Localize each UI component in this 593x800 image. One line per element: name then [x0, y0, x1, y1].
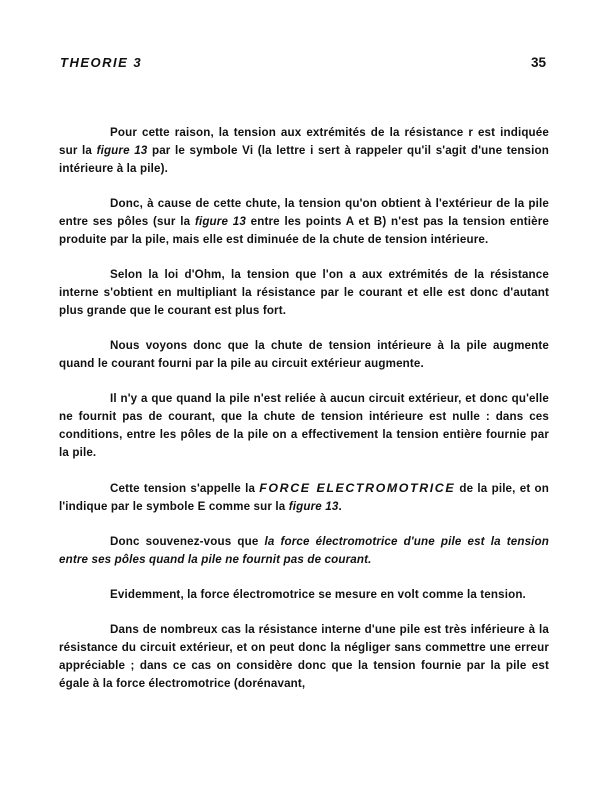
- figure-reference: figure 13: [288, 500, 339, 513]
- paragraph-6-text-a: Cette tension s'appelle la: [110, 482, 260, 495]
- paragraph-3: [59, 266, 549, 320]
- paragraph-9-text: Dans de nombreux cas la résistance interne d'une pile est très inférieure à la résistance du circuit extérieur, et on peut donc la négliger sans commettre une erreur appréciable ; dans ce cas on considère donc que la tension fournie par la pile est égale à la force électromotrice (dorénavant,: [59, 623, 549, 690]
- paragraph-3-text: Selon la loi d'Ohm, la tension que l'on a aux extrémités de la résistance interne s'obtient en multipliant la résistance par le courant et elle est donc d'autant plus grande que le courant est plus fort.: [59, 268, 549, 317]
- paragraph-6-text-e: .: [338, 500, 342, 513]
- paragraph-2-text-a: Donc, à cause de cette chute, la tension qu'on obtient à l'extérieur de la pile entre ses pôles (sur la: [59, 197, 549, 228]
- paragraph-2: [59, 195, 549, 249]
- paragraph-8-text: Evidemment, la force électromotrice se mesure en volt comme la tension.: [110, 588, 526, 601]
- paragraph-1-text-c: par le symbole Vi (la lettre i sert à rappeler qu'il s'agit d'une tension intérieure à la pile).: [59, 144, 549, 175]
- paragraph-8: [59, 586, 549, 604]
- paragraph-9: [59, 621, 549, 693]
- paragraph-1: [59, 124, 549, 178]
- figure-reference: figure 13: [96, 144, 148, 157]
- page-header: [60, 52, 546, 72]
- definition-emphasis: la force électromotrice d'une pile est la tension entre ses pôles quand la pile ne fournit pas de courant.: [59, 535, 550, 566]
- paragraph-4-text: Nous voyons donc que la chute de tension intérieure à la pile augmente quand le courant fourni par la pile au circuit extérieur augmente.: [59, 339, 549, 370]
- chapter-title: THEORIE 3: [60, 54, 143, 70]
- paragraph-5: [59, 390, 549, 462]
- body-text: [59, 124, 549, 693]
- figure-reference: figure 13: [194, 215, 246, 228]
- paragraph-2-text-c: entre les points A et B) n'est pas la tension entière produite par la pile, mais elle est diminuée de la chute de tension intérieure.: [59, 215, 549, 246]
- paragraph-1-text-a: Pour cette raison, la tension aux extrémités de la résistance r est indiquée sur la: [59, 126, 549, 157]
- page-number: 35: [530, 54, 546, 70]
- paragraph-6-text-c: de la pile, et on l'indique par le symbole E comme sur la: [59, 482, 549, 513]
- paragraph-5-text: Il n'y a que quand la pile n'est reliée à aucun circuit extérieur, et donc qu'elle ne fournit pas de courant, que la chute de tension intérieure est nulle : dans ces conditions, entre les pôles de la pile on a effectivement la tension entière fournie par la pile.: [59, 392, 549, 459]
- paragraph-7-text-a: Donc souvenez-vous que: [110, 535, 265, 548]
- paragraph-7: [59, 533, 549, 569]
- emphasis-term: FORCE ELECTROMOTRICE: [259, 481, 456, 495]
- paragraph-4: [59, 337, 549, 373]
- paragraph-6: [59, 479, 549, 516]
